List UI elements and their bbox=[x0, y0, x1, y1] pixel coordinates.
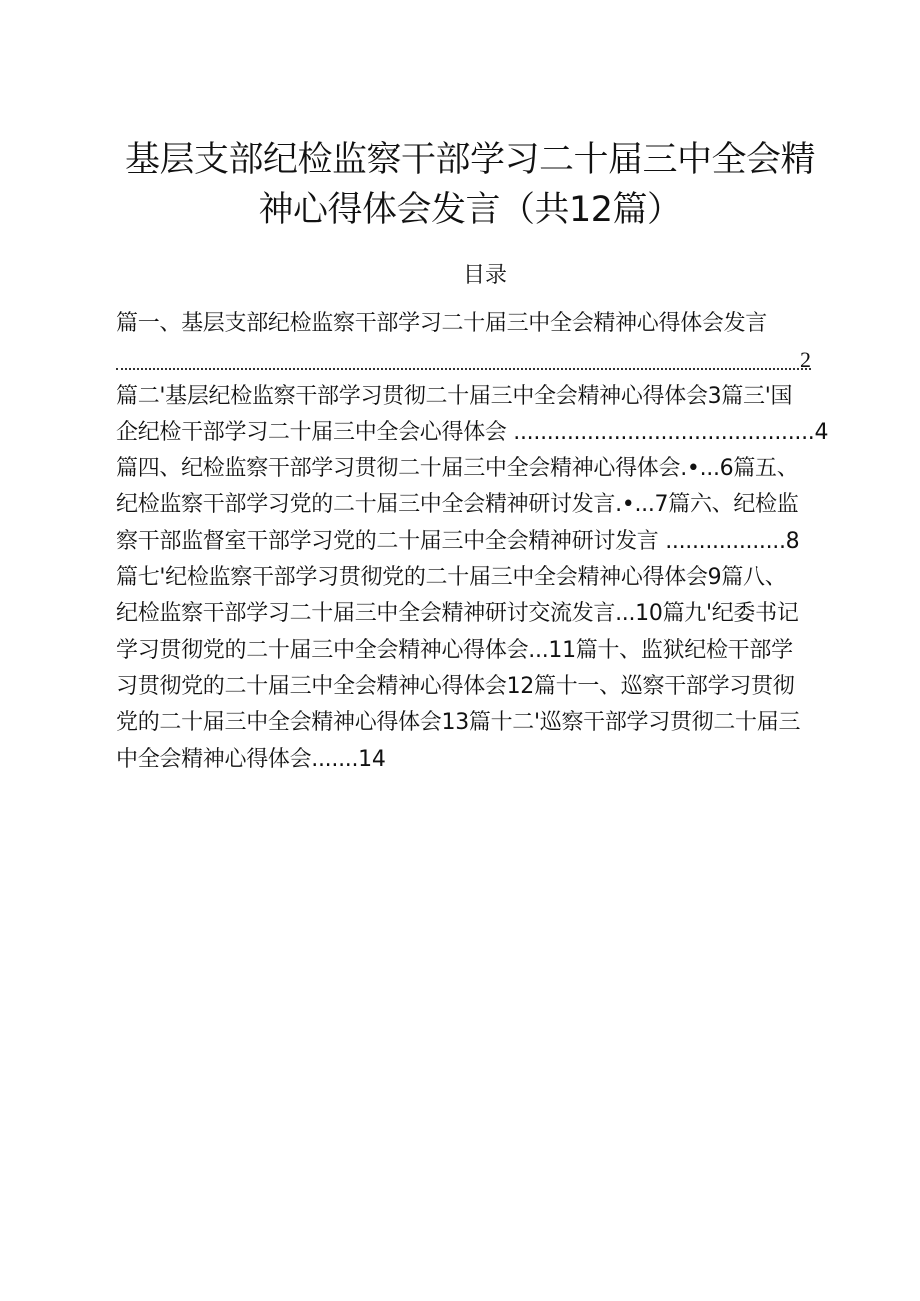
toc-line bbox=[116, 524, 842, 560]
toc-line bbox=[116, 415, 842, 451]
toc-entry-text: 习贯彻党的二十届三中全会精神心得体会12篇十一、巡察干部学习贯彻 bbox=[116, 673, 795, 699]
toc-entry-text: 篇七'纪检监察干部学习贯彻党的二十届三中全会精神心得体会9篇八、 bbox=[116, 565, 787, 591]
toc-entry-text: 学习贯彻党的二十届三中全会精神心得体会...11篇十、监狱纪检干部学 bbox=[116, 637, 793, 663]
toc-line bbox=[116, 705, 842, 741]
toc-line bbox=[116, 596, 842, 632]
toc-line bbox=[116, 742, 842, 778]
document-title-line-2: 神心得体会发言（共12篇） bbox=[258, 190, 682, 230]
table-of-contents bbox=[116, 306, 842, 778]
toc-entry-text: 纪检监察干部学习党的二十届三中全会精神研讨发言.•...7篇六、纪检监 bbox=[116, 492, 799, 518]
toc-entry-text: 察干部监督室干部学习党的二十届三中全会精神研讨发言 ..................8 bbox=[116, 528, 800, 554]
toc-entry-text: 纪检监察干部学习二十届三中全会精神研讨交流发言...10篇九'纪委书记 bbox=[116, 601, 799, 627]
toc-entry-text: 篇一、基层支部纪检监察干部学习二十届三中全会精神心得体会发言 bbox=[116, 311, 768, 336]
toc-entry-text: 党的二十届三中全会精神心得体会13篇十二'巡察干部学习贯彻二十届三 bbox=[116, 710, 801, 736]
toc-dot-leader-line bbox=[116, 342, 842, 378]
toc-line bbox=[116, 560, 842, 596]
toc-entry-text: 中全会精神心得体会.......14 bbox=[116, 746, 386, 772]
toc-line bbox=[116, 633, 842, 669]
toc-line bbox=[116, 669, 842, 705]
toc-line bbox=[116, 451, 842, 487]
toc-line bbox=[116, 487, 842, 523]
toc-heading: 目录 bbox=[462, 263, 507, 288]
toc-entry-text: 企纪检干部学习二十届三中全会心得体会 .............................................4 bbox=[116, 419, 829, 445]
toc-entry-text: 篇二'基层纪检监察干部学习贯彻二十届三中全会精神心得体会3篇三'国 bbox=[116, 383, 793, 409]
toc-page-number: 2 bbox=[800, 347, 811, 373]
document-title-line-1: 基层支部纪检监察干部学习二十届三中全会精 bbox=[124, 140, 815, 180]
dot-leader bbox=[116, 332, 811, 370]
toc-line bbox=[116, 379, 842, 415]
toc-entry-text: 篇四、纪检监察干部学习贯彻二十届三中全会精神心得体会.•...6篇五、 bbox=[116, 456, 799, 482]
